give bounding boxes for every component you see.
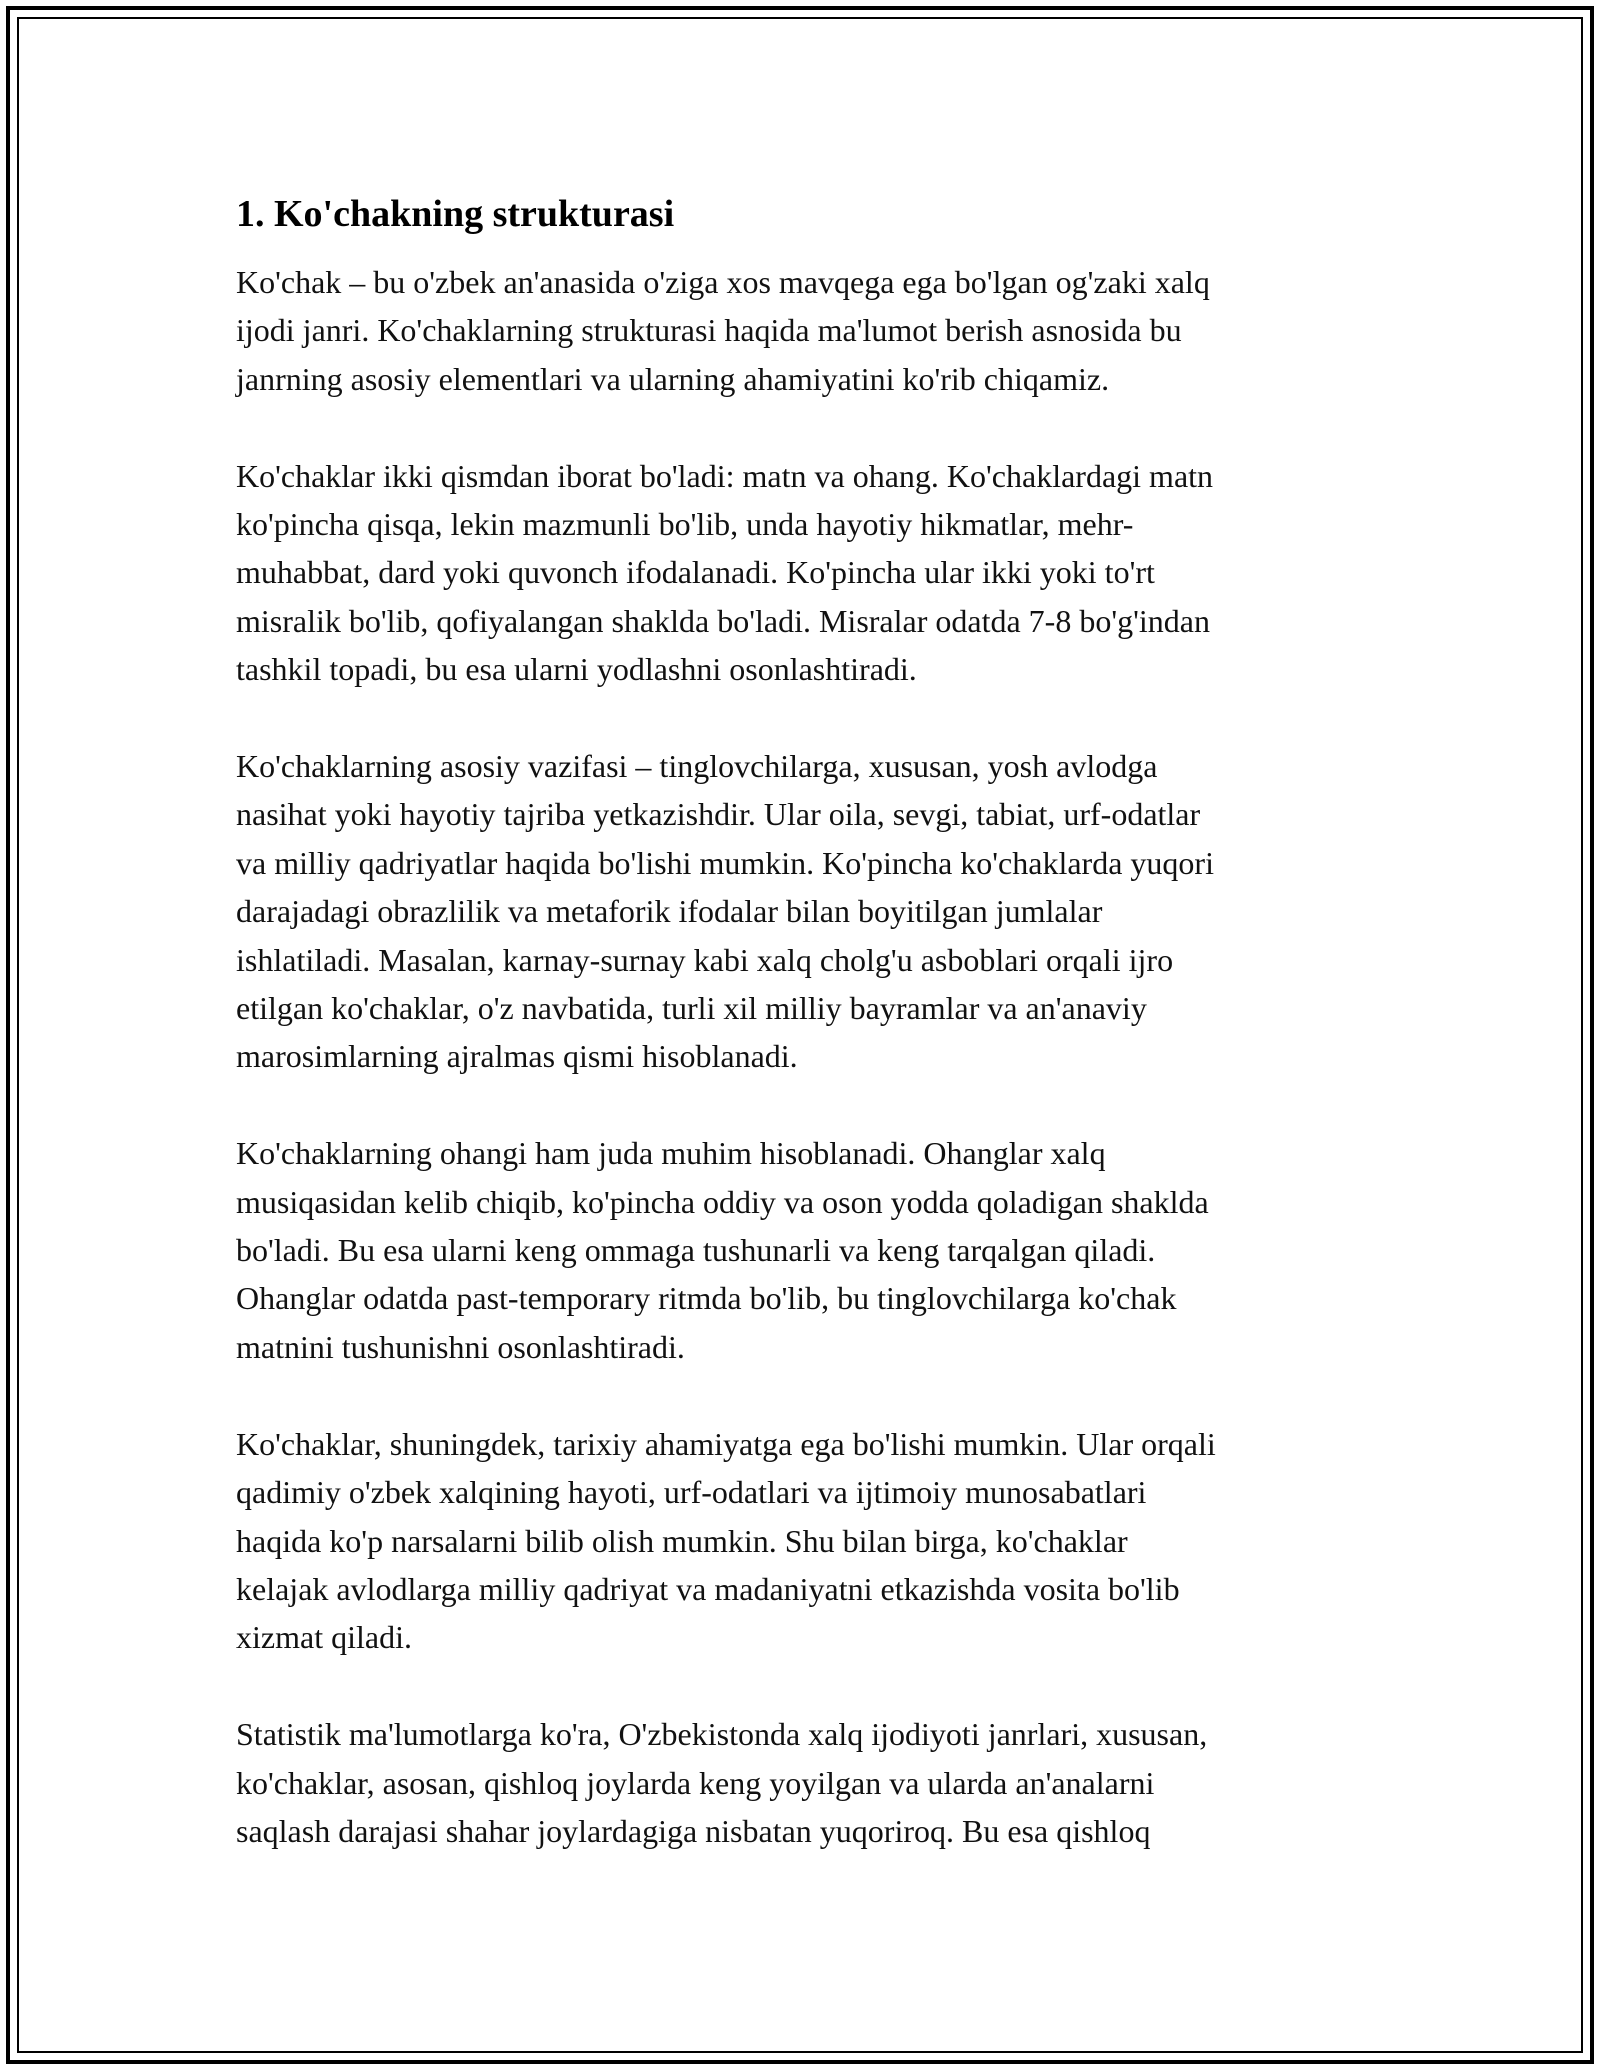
paragraph-line: etilgan ko'chaklar, o'z navbatida, turli xil milliy bayramlar va an'anaviy bbox=[236, 990, 1147, 1027]
paragraph-line: Ko'chaklar ikki qismdan iborat bo'ladi: matn va ohang. Ko'chaklardagi matn bbox=[236, 457, 1214, 494]
paragraph-line: nasihat yoki hayotiy tajriba yetkazishdir. Ular oila, sevgi, tabiat, urf-odatlar bbox=[236, 796, 1201, 833]
paragraph-line: darajadagi obrazlilik va metaforik ifodalar bilan boyitilgan jumlalar bbox=[236, 893, 1103, 930]
paragraph-line: misralik bo'lib, qofiyalangan shaklda bo'ladi. Misralar odatda 7-8 bo'g'indan bbox=[236, 602, 1210, 639]
paragraph-line: matnini tushunishni osonlashtiradi. bbox=[236, 1328, 685, 1365]
paragraph-line: tashkil topadi, bu esa ularni yodlashni osonlashtiradi. bbox=[236, 651, 917, 688]
section-heading: 1. Ko'chakning strukturasi bbox=[236, 193, 675, 235]
paragraph-line: musiqasidan kelib chiqib, ko'pincha oddiy va oson yodda qoladigan shaklda bbox=[236, 1183, 1209, 1220]
paragraph bbox=[236, 452, 1376, 694]
paragraph bbox=[236, 258, 1376, 403]
paragraph-line: Statistik ma'lumotlarga ko'ra, O'zbekistonda xalq ijodiyoti janrlari, xususan, bbox=[236, 1716, 1208, 1753]
paragraph-line: qadimiy o'zbek xalqining hayoti, urf-odatlari va ijtimoiy munosabatlari bbox=[236, 1474, 1147, 1511]
paragraph-line: Ko'chaklarning asosiy vazifasi – tinglovchilarga, xususan, yosh avlodga bbox=[236, 748, 1158, 785]
paragraph-line: haqida ko'p narsalarni bilib olish mumkin. Shu bilan birga, ko'chaklar bbox=[236, 1522, 1128, 1559]
paragraph bbox=[236, 1710, 1376, 1855]
paragraph-line: Ohanglar odatda past-temporary ritmda bo'lib, bu tinglovchilarga ko'chak bbox=[236, 1280, 1177, 1317]
paragraph bbox=[236, 1129, 1376, 1371]
paragraph-line: ishlatiladi. Masalan, karnay-surnay kabi xalq cholg'u asboblari orqali ijro bbox=[236, 941, 1174, 978]
paragraph-line: bo'ladi. Bu esa ularni keng ommaga tushunarli va keng tarqalgan qiladi. bbox=[236, 1232, 1156, 1269]
paragraph bbox=[236, 742, 1376, 1081]
paragraph-line: va milliy qadriyatlar haqida bo'lishi mumkin. Ko'pincha ko'chaklarda yuqori bbox=[236, 844, 1214, 881]
paragraph-line: saqlash darajasi shahar joylardagiga nisbatan yuqoriroq. Bu esa qishloq bbox=[236, 1812, 1151, 1849]
paragraph-line: muhabbat, dard yoki quvonch ifodalanadi. Ko'pincha ular ikki yoki to'rt bbox=[236, 554, 1155, 591]
paragraph-line: janrning asosiy elementlari va ularning ahamiyatini ko'rib chiqamiz. bbox=[236, 360, 1110, 397]
paragraph-line: marosimlarning ajralmas qismi hisoblanadi. bbox=[236, 1038, 798, 1075]
paragraph-line: Ko'chaklarning ohangi ham juda muhim hisoblanadi. Ohanglar xalq bbox=[236, 1135, 1106, 1172]
paragraph-line: ko'pincha qisqa, lekin mazmunli bo'lib, unda hayotiy hikmatlar, mehr- bbox=[236, 506, 1134, 543]
document-body bbox=[236, 186, 1376, 1904]
paragraph-line: Ko'chaklar, shuningdek, tarixiy ahamiyatga ega bo'lishi mumkin. Ular orqali bbox=[236, 1425, 1216, 1462]
paragraph-line: Ko'chak – bu o'zbek an'anasida o'ziga xos mavqega ega bo'lgan og'zaki xalq bbox=[236, 264, 1210, 300]
paragraph-line: ko'chaklar, asosan, qishloq joylarda keng yoyilgan va ularda an'analarni bbox=[236, 1764, 1155, 1801]
paragraph-line: xizmat qiladi. bbox=[236, 1619, 412, 1656]
paragraph-line: kelajak avlodlarga milliy qadriyat va madaniyatni etkazishda vosita bo'lib bbox=[236, 1570, 1180, 1607]
paragraph-line: ijodi janri. Ko'chaklarning strukturasi haqida ma'lumot berish asnosida bu bbox=[236, 312, 1182, 349]
paragraph-list bbox=[236, 258, 1376, 1855]
paragraph bbox=[236, 1420, 1376, 1662]
